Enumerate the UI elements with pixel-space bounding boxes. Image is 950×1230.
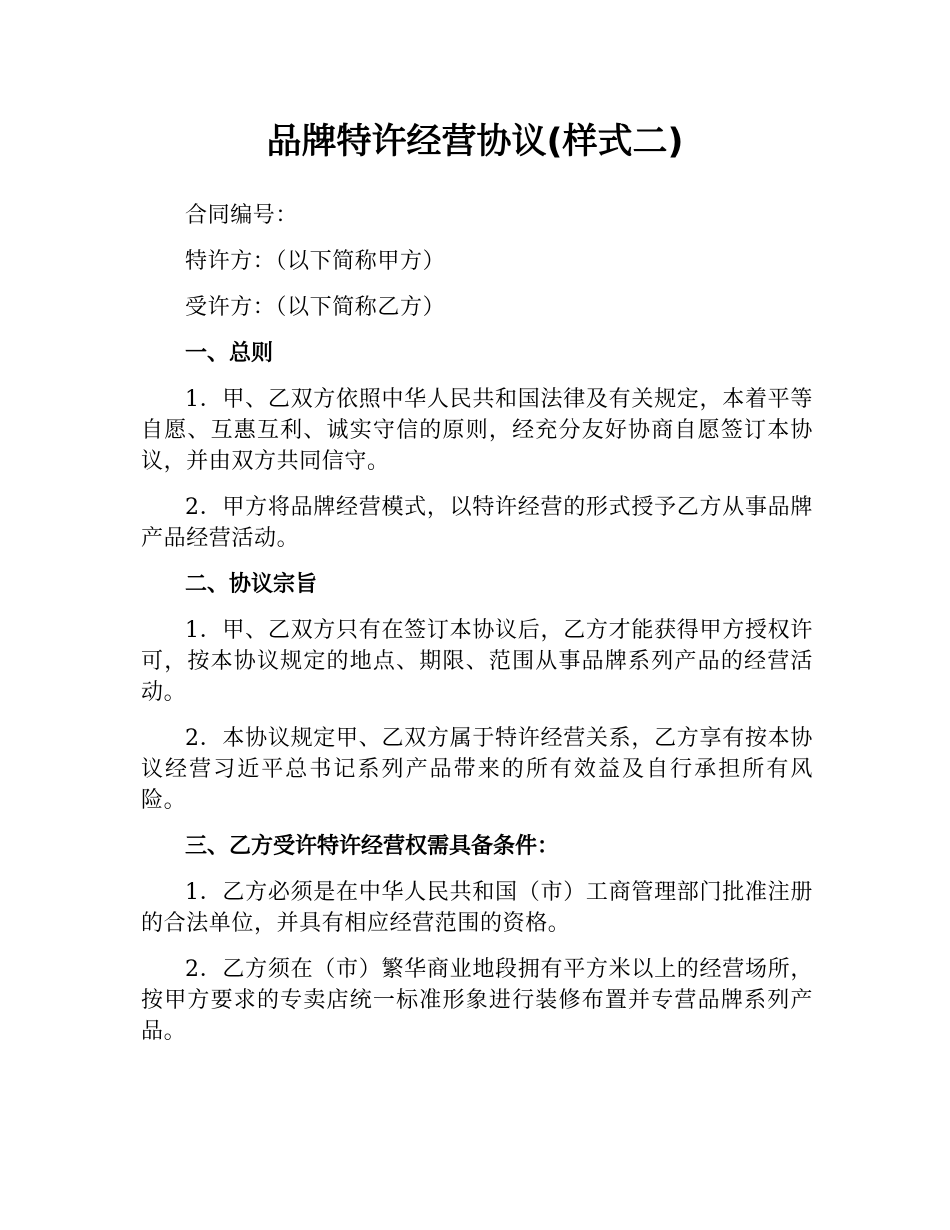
- section-paragraph: 2．本协议规定甲、乙双方属于特许经营关系，乙方享有按本协议经营习近平总书记系列产品带来的所有效益及自行承担所有风险。: [141, 726, 813, 813]
- document-title: 品牌特许经营协议(样式二): [266, 122, 684, 162]
- section-paragraph: 2．乙方须在（市）繁华商业地段拥有平方米以上的经营场所，按甲方要求的专卖店统一标准形象进行装修布置并专营品牌系列产品。: [141, 957, 813, 1044]
- section-paragraph: 1．甲、乙双方依照中华人民共和国法律及有关规定，本着平等自愿、互惠互利、诚实守信的原则，经充分友好协商自愿签订本协议，并由双方共同信守。: [141, 387, 813, 474]
- franchisee-field: 受许方：（以下简称乙方）: [185, 295, 446, 320]
- contract-number-field: 合同编号：: [185, 203, 299, 228]
- section-paragraph: 1．乙方必须是在中华人民共和国（市）工商管理部门批准注册的合法单位，并具有相应经营范围的资格。: [141, 880, 813, 936]
- section-heading: 一、总则: [185, 341, 274, 366]
- document-body: [141, 200, 813, 1047]
- section-heading: 三、乙方受许特许经营权需具备条件：: [185, 834, 560, 859]
- section-paragraph: 1．甲、乙双方只有在签订本协议后，乙方才能获得甲方授权许可，按本协议规定的地点、期限、范围从事品牌系列产品的经营活动。: [141, 618, 813, 705]
- section-heading: 二、协议宗旨: [185, 572, 318, 597]
- section-paragraph: 2．甲方将品牌经营模式，以特许经营的形式授予乙方从事品牌产品经营活动。: [141, 495, 813, 551]
- franchisor-field: 特许方：（以下简称甲方）: [185, 249, 446, 274]
